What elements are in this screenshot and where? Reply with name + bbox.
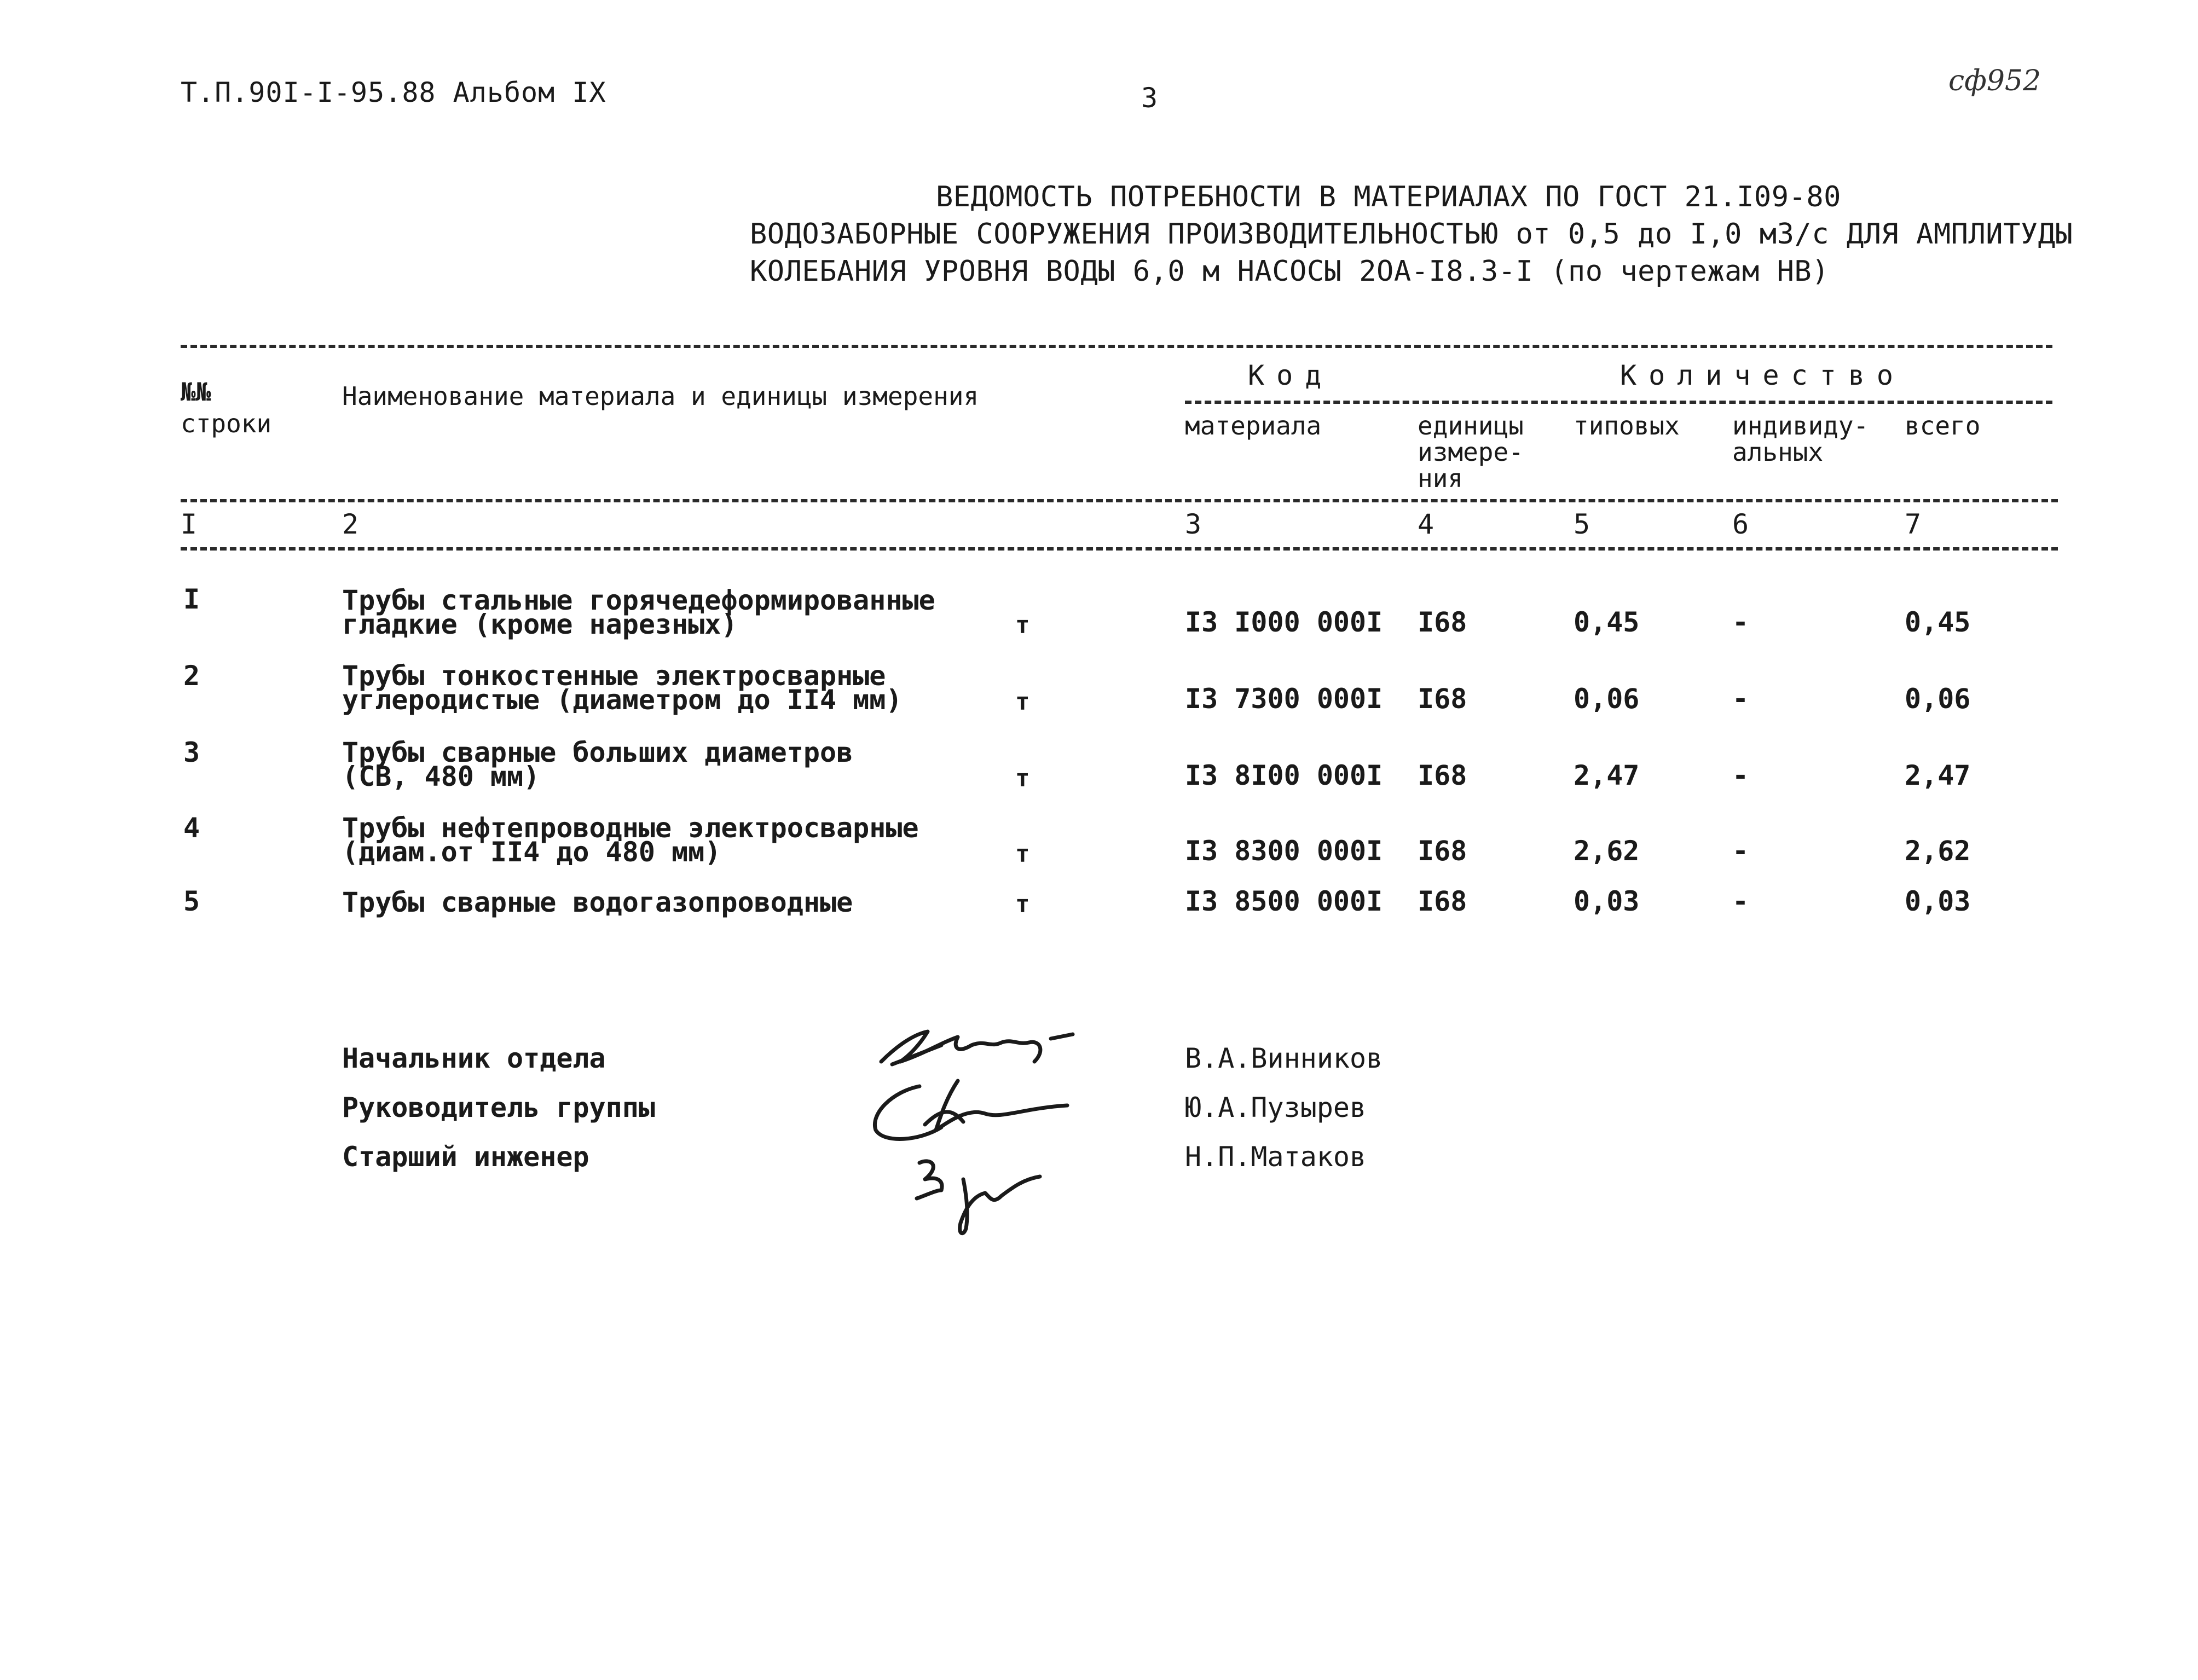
row-3-number: 3	[183, 737, 200, 768]
column-number-2: 2	[342, 508, 359, 540]
row-2-unit-code: I68	[1418, 683, 1467, 715]
page-number: 3	[1141, 82, 1159, 114]
row-3-unit: т	[1015, 764, 1030, 792]
row-5-unit-code: I68	[1418, 885, 1467, 917]
header-individual-2: альных	[1732, 437, 1824, 467]
handwritten-signature-1	[876, 1023, 1095, 1084]
archive-stamp: сф952	[1948, 65, 2041, 97]
title-line-2: ВОДОЗАБОРНЫЕ СООРУЖЕНИЯ ПРОИЗВОДИТЕЛЬНОСТЬЮ от 0,5 до I,0 м3/с ДЛЯ АМПЛИТУДЫ	[750, 218, 2073, 251]
signature-role-2: Руководитель группы	[342, 1092, 655, 1123]
header-unit-code-3: ния	[1418, 464, 1464, 493]
header-bottom-rule	[181, 499, 2058, 502]
row-3-name-line-2: (СВ, 480 мм)	[342, 761, 540, 792]
signature-name-1: В.А.Винников	[1185, 1042, 1383, 1074]
code-subheader-rule	[1185, 401, 2052, 404]
row-4-number: 4	[183, 812, 200, 844]
row-2-unit: т	[1015, 688, 1030, 716]
header-row-no-2: строки	[181, 409, 272, 438]
row-3-individual: -	[1732, 760, 1749, 791]
handwritten-signature-2	[859, 1075, 1089, 1152]
row-1-total: 0,45	[1905, 606, 1971, 638]
row-5-individual: -	[1732, 885, 1749, 917]
row-5-total: 0,03	[1905, 885, 1971, 917]
row-2-name-line-1: Трубы тонкостенные электросварные	[342, 660, 886, 692]
header-row-no-1: №№	[181, 377, 211, 407]
row-5-unit: т	[1015, 890, 1030, 918]
header-total: всего	[1905, 411, 1981, 441]
header-quantity-group: Количество	[1620, 360, 1906, 391]
row-2-material-code: I3 7300 000I	[1185, 683, 1383, 715]
row-1-name-line-2: гладкие (кроме нарезных)	[342, 609, 738, 640]
row-3-name-line-1: Трубы сварные больших диаметров	[342, 737, 853, 768]
row-5-name-line-1: Трубы сварные водогазопроводные	[342, 887, 853, 918]
row-4-material-code: I3 8300 000I	[1185, 835, 1383, 867]
row-5-number: 5	[183, 885, 200, 917]
row-4-unit-code: I68	[1418, 835, 1467, 867]
signature-name-2: Ю.А.Пузырев	[1185, 1092, 1367, 1123]
row-1-unit-code: I68	[1418, 606, 1467, 638]
table-top-rule	[181, 345, 2052, 348]
row-1-name-line-1: Трубы стальные горячедеформированные	[342, 584, 935, 616]
row-2-name-line-2: углеродистые (диаметром до II4 мм)	[342, 684, 903, 716]
header-code-group: Код	[1248, 360, 1334, 391]
column-number-5: 5	[1574, 508, 1590, 540]
row-3-typical: 2,47	[1574, 760, 1640, 791]
row-1-number: I	[183, 583, 200, 615]
header-typical: типовых	[1574, 411, 1680, 441]
row-3-unit-code: I68	[1418, 760, 1467, 791]
row-2-individual: -	[1732, 683, 1749, 715]
header-unit-code-2: измере-	[1418, 437, 1524, 467]
header-individual-1: индивиду-	[1732, 411, 1869, 441]
document-code: Т.П.90I-I-95.88 Альбом IX	[181, 77, 606, 108]
column-number-1: I	[181, 508, 198, 540]
row-3-material-code: I3 8I00 000I	[1185, 760, 1383, 791]
row-5-typical: 0,03	[1574, 885, 1640, 917]
title-line-3: КОЛЕБАНИЯ УРОВНЯ ВОДЫ 6,0 м НАСОСЫ 2ОА-I8.3-I (по чертежам НВ)	[750, 255, 1830, 288]
row-1-material-code: I3 I000 000I	[1185, 606, 1383, 638]
row-4-name-line-2: (диам.от II4 до 480 мм)	[342, 836, 721, 868]
column-number-6: 6	[1732, 508, 1749, 540]
signature-name-3: Н.П.Матаков	[1185, 1141, 1367, 1173]
row-4-total: 2,62	[1905, 835, 1971, 867]
row-4-individual: -	[1732, 835, 1749, 867]
row-4-unit: т	[1015, 840, 1030, 868]
column-number-7: 7	[1905, 508, 1922, 540]
row-1-unit: т	[1015, 611, 1030, 639]
column-numbers-rule	[181, 547, 2058, 551]
column-number-3: 3	[1185, 508, 1202, 540]
signature-role-3: Старший инженер	[342, 1141, 589, 1173]
row-3-total: 2,47	[1905, 760, 1971, 791]
header-material-code: материала	[1185, 411, 1322, 441]
row-2-total: 0,06	[1905, 683, 1971, 715]
row-1-individual: -	[1732, 606, 1749, 638]
row-4-typical: 2,62	[1574, 835, 1640, 867]
row-4-name-line-1: Трубы нефтепроводные электросварные	[342, 812, 919, 844]
column-number-4: 4	[1418, 508, 1435, 540]
row-1-typical: 0,45	[1574, 606, 1640, 638]
signature-role-1: Начальник отдела	[342, 1042, 606, 1074]
row-2-number: 2	[183, 660, 200, 692]
handwritten-signature-3	[903, 1146, 1067, 1239]
header-material-name: Наименование материала и единицы измерения	[342, 381, 979, 411]
row-5-material-code: I3 8500 000I	[1185, 885, 1383, 917]
header-unit-code-1: единицы	[1418, 411, 1524, 441]
title-line-1: ВЕДОМОСТЬ ПОТРЕБНОСТИ В МАТЕРИАЛАХ ПО ГОСТ 21.I09-80	[936, 181, 1841, 213]
row-2-typical: 0,06	[1574, 683, 1640, 715]
